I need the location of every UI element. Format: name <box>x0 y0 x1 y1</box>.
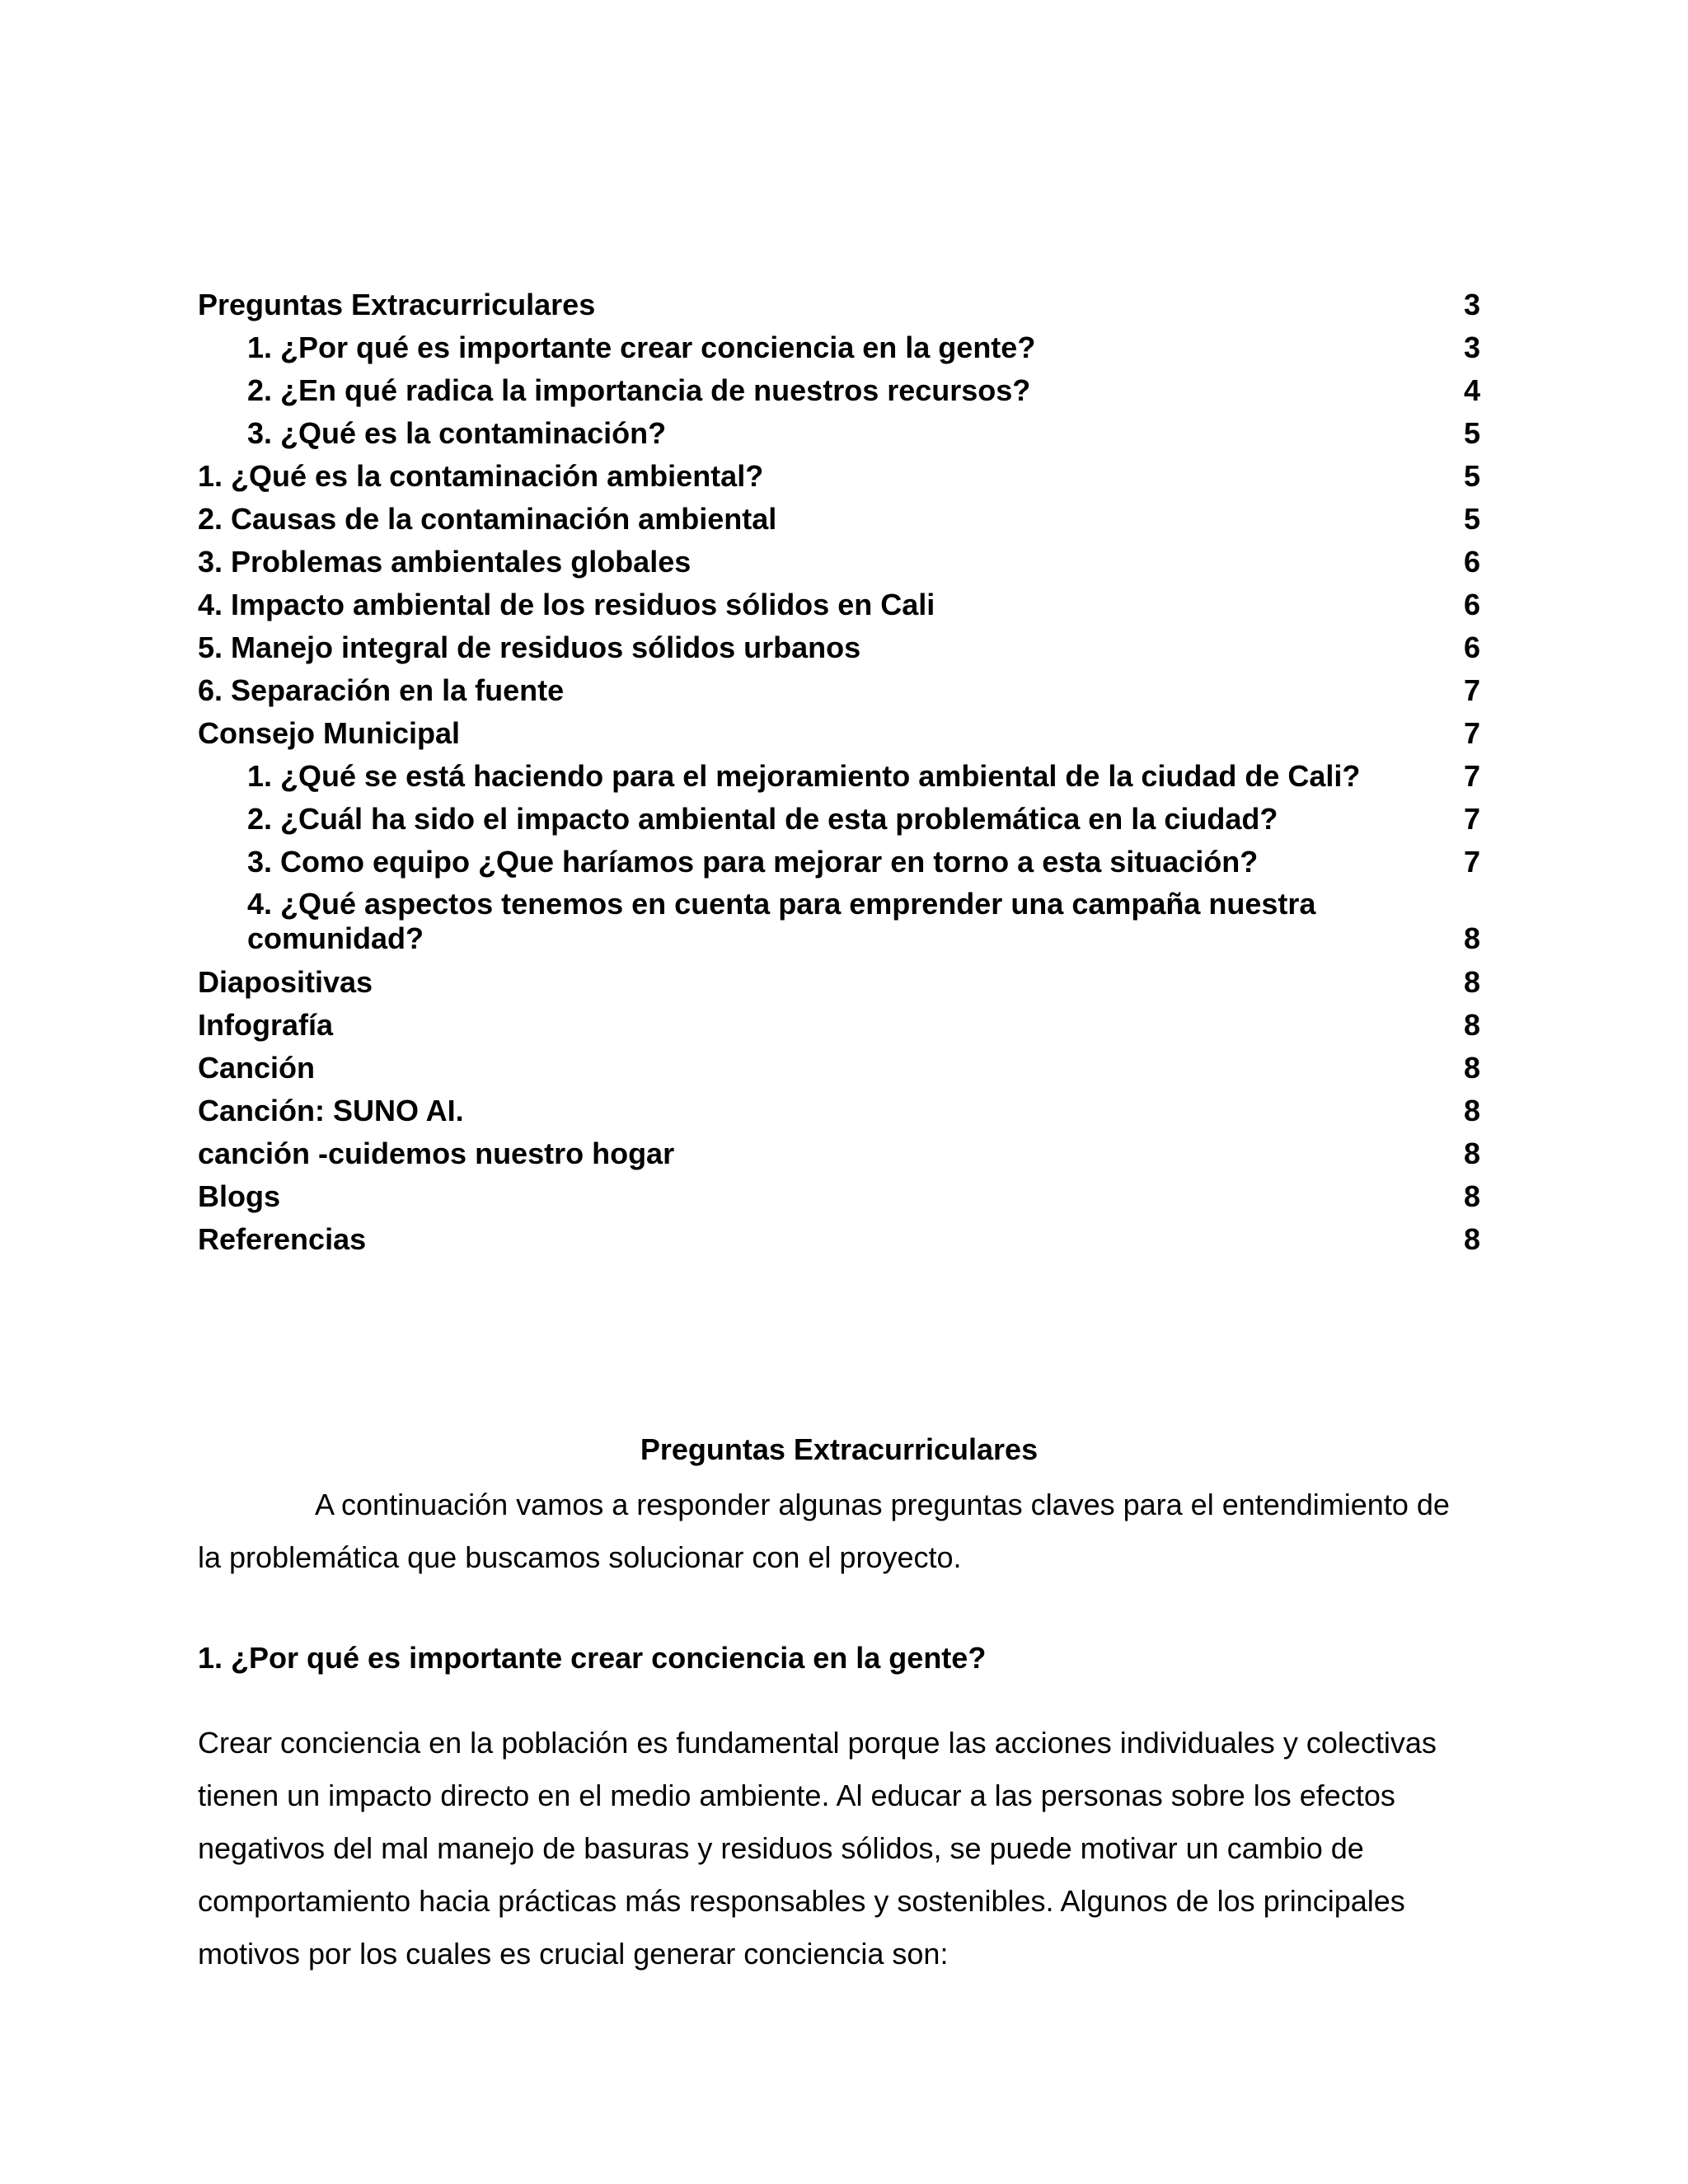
toc-entry-label: Canción <box>198 1051 316 1085</box>
toc-entry-page: 5 <box>1463 502 1480 536</box>
toc-entry-label: Blogs <box>198 1179 281 1213</box>
toc-entry-page: 8 <box>1463 1094 1480 1127</box>
toc-entry-label: 2. Causas de la contaminación ambiental <box>198 502 777 536</box>
toc-entry[interactable] <box>198 798 1480 841</box>
toc-entry-page: 7 <box>1463 716 1480 750</box>
toc-entry[interactable] <box>198 755 1480 798</box>
toc-entry-page: 8 <box>1463 1222 1480 1256</box>
toc-entry-label: 1. ¿Por qué es importante crear conciencia en la gente? <box>247 330 1036 364</box>
toc-entry[interactable] <box>198 541 1480 583</box>
toc-entry-label: Preguntas Extracurriculares <box>198 288 596 321</box>
toc-entry-page: 7 <box>1463 845 1480 879</box>
toc-entry-label: Infografía <box>198 1008 334 1042</box>
toc-entry-label: 4. Impacto ambiental de los residuos sólidos en Cali <box>198 588 935 621</box>
toc-entry[interactable] <box>198 961 1480 1004</box>
toc-entry[interactable] <box>198 284 1480 326</box>
toc-entry[interactable] <box>198 498 1480 541</box>
toc-entry[interactable] <box>198 455 1480 498</box>
toc-entry[interactable] <box>198 626 1480 669</box>
toc-entry[interactable] <box>198 1047 1480 1090</box>
toc-entry[interactable] <box>198 883 1480 961</box>
toc-entry-page: 8 <box>1463 1051 1480 1085</box>
toc-entry[interactable] <box>198 1090 1480 1132</box>
toc-entry[interactable] <box>198 669 1480 712</box>
toc-entry-label: 1. ¿Qué es la contaminación ambiental? <box>198 459 764 493</box>
toc-entry-page: 6 <box>1463 545 1480 579</box>
toc-entry[interactable] <box>198 841 1480 883</box>
toc-entry-page: 8 <box>1463 965 1480 999</box>
toc-entry[interactable] <box>198 1004 1480 1047</box>
intro-paragraph: A continuación vamos a responder algunas preguntas claves para el entendimiento de la problemática que buscamos solucionar con el proyecto. <box>198 1488 1450 1574</box>
toc-entry[interactable] <box>198 583 1480 626</box>
table-of-contents <box>198 284 1480 1261</box>
toc-entry-label: Referencias <box>198 1222 367 1256</box>
toc-entry-page: 5 <box>1463 416 1480 450</box>
toc-entry-label: 2. ¿En qué radica la importancia de nuestros recursos? <box>247 373 1031 407</box>
body-paragraph: Crear conciencia en la población es fundamental porque las acciones individuales y colectivas tienen un impacto directo en el medio ambiente. Al educar a las personas sobre los efectos negativos del mal manejo de basuras y residuos sólidos, se puede motivar un cambio de comportamiento hacia prácticas más responsables y sostenibles. Algunos de los principales motivos por los cuales es crucial generar conciencia son: <box>198 1726 1437 1971</box>
toc-entry-label: 5. Manejo integral de residuos sólidos urbanos <box>198 630 861 664</box>
toc-entry[interactable] <box>198 1132 1480 1175</box>
toc-entry-label: canción -cuidemos nuestro hogar <box>198 1137 675 1170</box>
toc-entry[interactable] <box>198 1218 1480 1261</box>
toc-entry-label: 2. ¿Cuál ha sido el impacto ambiental de esta problemática en la ciudad? <box>247 802 1278 836</box>
toc-entry-label: Diapositivas <box>198 965 373 999</box>
toc-entry-label: 1. ¿Qué se está haciendo para el mejoramiento ambiental de la ciudad de Cali? <box>247 759 1361 793</box>
toc-entry-page: 8 <box>1463 921 1480 955</box>
toc-entry-page: 8 <box>1463 1008 1480 1042</box>
toc-entry-label: 3. ¿Qué es la contaminación? <box>247 416 667 450</box>
toc-entry[interactable] <box>198 1175 1480 1218</box>
toc-entry-label: 3. Problemas ambientales globales <box>198 545 692 579</box>
toc-entry[interactable] <box>198 412 1480 455</box>
toc-entry[interactable] <box>198 369 1480 412</box>
toc-entry-page: 5 <box>1463 459 1480 493</box>
toc-entry-page: 8 <box>1463 1137 1480 1170</box>
toc-entry-page: 6 <box>1463 630 1480 664</box>
toc-entry-page: 6 <box>1463 588 1480 621</box>
toc-entry-page: 3 <box>1463 330 1480 364</box>
section-title: Preguntas Extracurriculares <box>640 1432 1039 1466</box>
toc-entry-page: 3 <box>1463 288 1480 321</box>
question-heading: 1. ¿Por qué es importante crear conciencia en la gente? <box>198 1641 987 1675</box>
toc-entry-page: 4 <box>1463 373 1480 407</box>
toc-entry-label: 6. Separación en la fuente <box>198 673 565 707</box>
toc-entry-page: 7 <box>1463 759 1480 793</box>
toc-entry-label: Consejo Municipal <box>198 716 461 750</box>
toc-entry-label: 3. Como equipo ¿Que haríamos para mejorar en torno a esta situación? <box>247 845 1259 879</box>
toc-entry-page: 7 <box>1463 802 1480 836</box>
toc-entry-label: Canción: SUNO AI. <box>198 1094 464 1127</box>
toc-entry[interactable] <box>198 712 1480 755</box>
toc-entry-page: 7 <box>1463 673 1480 707</box>
toc-entry[interactable] <box>198 326 1480 369</box>
toc-entry-label: 4. ¿Qué aspectos tenemos en cuenta para emprender una campaña nuestra comunidad? <box>247 887 1316 955</box>
toc-entry-page: 8 <box>1463 1179 1480 1213</box>
